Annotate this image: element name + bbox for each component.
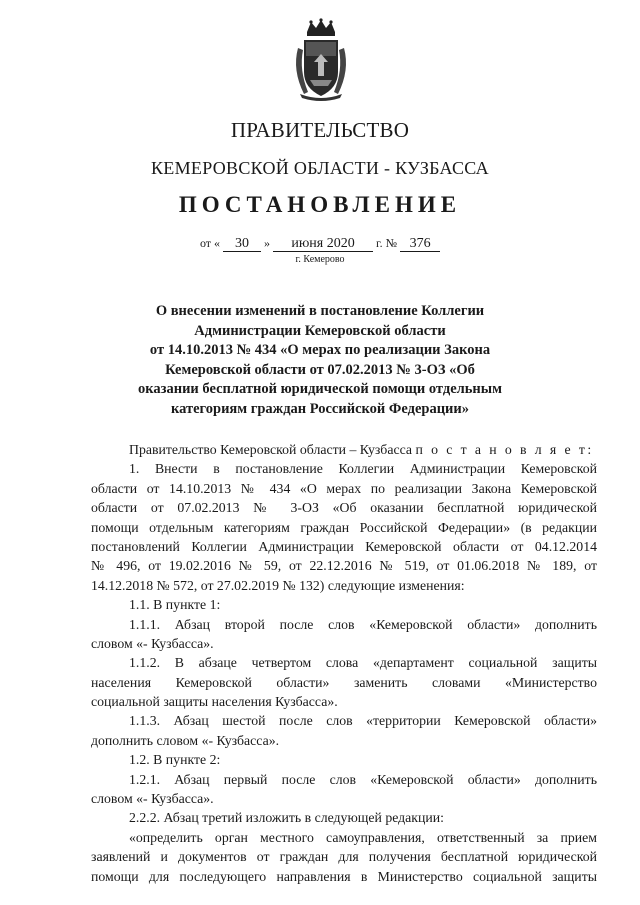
- date-prefix: от «: [199, 236, 221, 250]
- date-mid: »: [264, 236, 271, 250]
- intro-text: Правительство Кемеровской области – Кузбасса: [129, 442, 412, 457]
- document-title: [0, 302, 640, 419]
- body-line: 2.2.2. Абзац третий изложить в следующей редакции:: [129, 810, 444, 826]
- body-line: 1.1.2. В абзаце четвертом слова «департамент социальной защиты: [129, 655, 597, 671]
- number-label: №: [385, 236, 398, 250]
- document-body: [91, 440, 597, 886]
- body-line: 1.2.1. Абзац первый после слов «Кемеровской области» дополнить: [129, 771, 597, 787]
- body-line: заявлений и документов от граждан для получения бесплатной юридической: [91, 849, 597, 865]
- region-title: КЕМЕРОВСКОЙ ОБЛАСТИ - КУЗБАССА: [151, 158, 489, 178]
- title-line: О внесении изменений в постановление Коллегии: [155, 303, 485, 319]
- title-line: оказании бесплатной юридической помощи отдельным: [138, 381, 502, 397]
- document-type: ПОСТАНОВЛЕНИЕ: [178, 192, 462, 217]
- date-line: [0, 236, 640, 252]
- year-suffix: г.: [376, 236, 383, 250]
- body-line: словом «- Кузбасса».: [91, 791, 214, 807]
- government-title: ПРАВИТЕЛЬСТВО: [230, 118, 410, 142]
- body-intro: [91, 440, 597, 459]
- body-line: 14.12.2018 № 572, от 27.02.2019 № 132) следующие изменения:: [91, 577, 465, 593]
- body-line: 1. Внести в постановление Коллегии Администрации Кемеровской: [129, 461, 597, 477]
- body-line: помощи для последующего направления в Министерство социальной защиты: [91, 868, 597, 884]
- body-line: социальной защиты населения Кузбасса».: [91, 694, 338, 710]
- body-line: «определить орган местного самоуправления, ответственный за прием: [129, 829, 597, 845]
- title-line: Кемеровской области от 07.02.2013 № 3-ОЗ «Об: [165, 361, 475, 378]
- body-line: № 496, от 19.02.2016 № 59, от 22.12.2016 № 519, от 01.06.2018 № 189, от: [91, 558, 597, 574]
- title-line: Администрации Кемеровской области: [194, 322, 446, 339]
- body-line: населения Кемеровской области» заменить словами «Министерство: [91, 674, 597, 690]
- body-line: области от 07.02.2013 № 3-ОЗ «Об оказании бесплатной юридической: [91, 500, 597, 516]
- body-line: 1.1.1. Абзац второй после слов «Кемеровской области» дополнить: [129, 616, 597, 632]
- date-day: 30: [223, 236, 261, 252]
- title-line: категориям граждан Российской Федерации»: [170, 400, 470, 417]
- body-line: 1.1. В пункте 1:: [129, 597, 221, 613]
- coat-of-arms-emblem: [290, 18, 352, 102]
- body-line: дополнить словом «- Кузбасса».: [91, 732, 280, 748]
- body-line: области от 14.10.2013 № 434 «О мерах по реализации Закона Кемеровской: [91, 480, 597, 496]
- city: г. Кемерово: [295, 254, 345, 265]
- document-number: 376: [400, 236, 440, 252]
- date-month-year: июня 2020: [273, 236, 373, 252]
- body-line: словом «- Кузбасса».: [91, 635, 214, 651]
- body-line: 1.2. В пункте 2:: [129, 752, 221, 768]
- title-line: от 14.10.2013 № 434 «О мерах по реализации Закона: [149, 342, 491, 358]
- intro-spaced-verb: п о с т а н о в л я е т:: [415, 442, 594, 457]
- body-line: постановлений Коллегии Администрации Кемеровской области от 04.12.2014: [91, 538, 597, 554]
- body-line: 1.1.3. Абзац шестой после слов «территории Кемеровской области»: [129, 713, 597, 729]
- body-line: помощи отдельным категориям граждан Российской Федерации» (в редакции: [91, 519, 597, 535]
